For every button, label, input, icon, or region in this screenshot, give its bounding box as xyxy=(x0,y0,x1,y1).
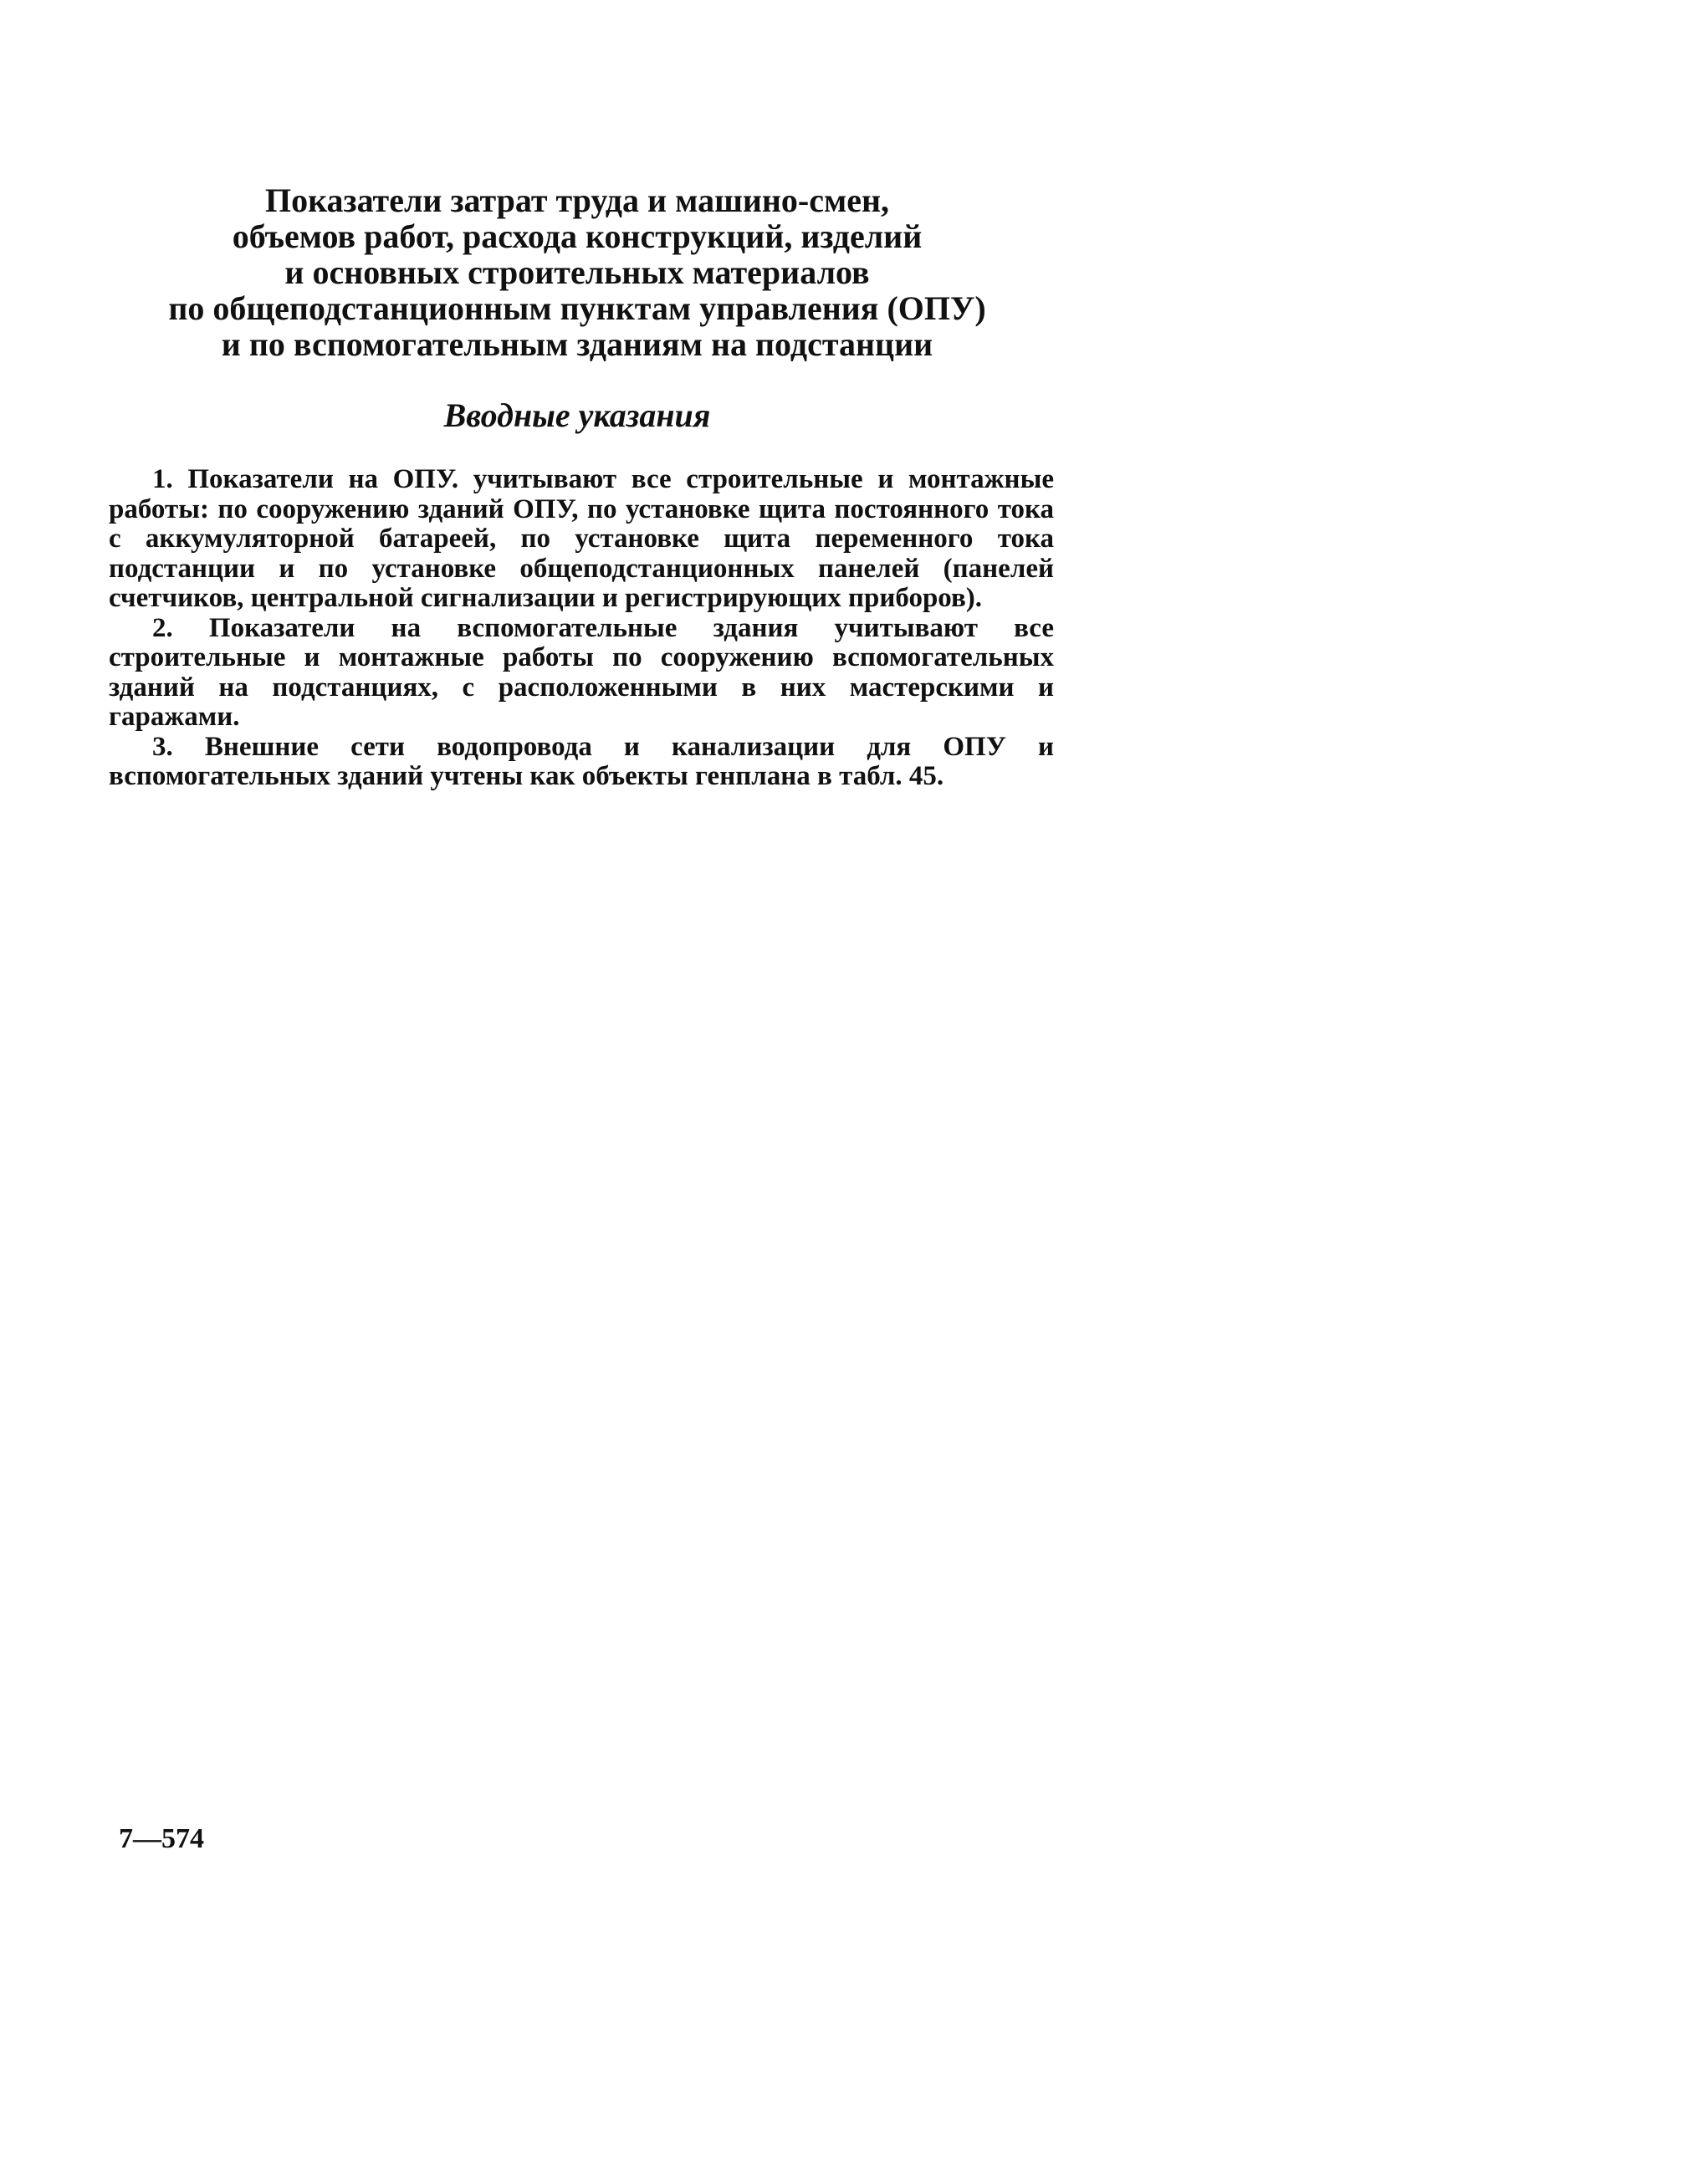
title-line: Показатели затрат труда и машино-смен, xyxy=(264,181,890,219)
paragraph-1: 1. Показатели на ОПУ. учитывают все строительные и монтажные работы: по сооружению зданий ОПУ, по установке щита постоянного тока с аккумуляторной батареей, по установке щита переменного тока подстанции и по установке общеподстанционных панелей (панелей счетчиков, центральной сигнализации и регистрирующих приборов). xyxy=(109,464,1054,613)
paragraph-2: 2. Показатели на вспомогательные здания учитывают все строительные и монтажные работы по сооружению вспомогательных зданий на подстанциях, с расположенными в них мастерскими и гаражами. xyxy=(109,612,1054,732)
section-heading: Вводные указания xyxy=(443,396,711,434)
document-title xyxy=(100,182,1054,362)
title-line: и основных строительных материалов xyxy=(284,253,870,291)
introductory-notes xyxy=(109,465,1054,792)
title-line: по общеподстанционным пунктам управления (ОПУ) xyxy=(168,289,986,327)
page-number: 7—574 xyxy=(119,1823,204,1854)
title-line: объемов работ, расхода конструкций, изделий xyxy=(232,217,923,255)
title-line: и по вспомогательным зданиям на подстанции xyxy=(221,325,933,363)
paragraph-3: 3. Внешние сети водопровода и канализации для ОПУ и вспомогательных зданий учтены как объекты генплана в табл. 45. xyxy=(109,731,1054,791)
